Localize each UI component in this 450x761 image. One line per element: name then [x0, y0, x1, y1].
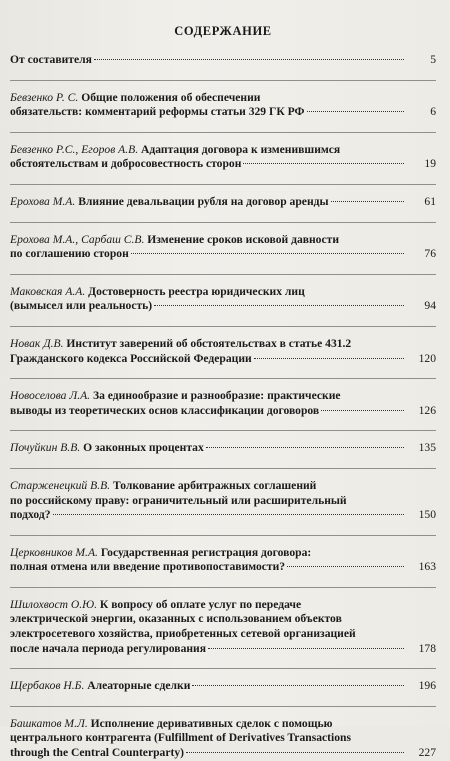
entry-line: [10, 627, 406, 642]
entry-title-line: Гражданского кодекса Российской Федерации: [10, 351, 252, 365]
entry-last-line: [10, 195, 406, 210]
entry-last-line: [10, 105, 406, 120]
dot-leader: [53, 514, 405, 515]
entry-title-line: За единообразие и разнообразие: практические: [90, 389, 341, 403]
entry-separator: [10, 378, 436, 379]
entry-title-line: центрального контрагента (Fulfillment of Derivatives Transactions: [10, 731, 351, 745]
entry-line: [10, 494, 406, 509]
entry-title-line: Влияние девальвации рубля на договор аренды: [75, 194, 329, 208]
dot-leader: [131, 253, 404, 254]
page-number: 19: [424, 157, 436, 171]
dot-leader: [287, 566, 404, 567]
dot-leader: [321, 410, 404, 411]
page-number: 126: [418, 403, 436, 417]
entry-line: [10, 143, 406, 158]
entry-title-line: О законных процентах: [80, 441, 204, 455]
entry-author: Новак Д.В.: [10, 336, 64, 350]
entry-line: [10, 546, 406, 561]
entry-author: Почуйкин В.В.: [10, 441, 81, 455]
entry-separator: [10, 326, 436, 327]
entry-title-line: Адаптация договора к изменившимся: [138, 142, 341, 156]
entry-title-line: по соглашению сторон: [10, 247, 129, 261]
page-number: 76: [424, 247, 436, 261]
page-number: 150: [418, 508, 436, 522]
toc-entry[interactable]: [10, 717, 436, 761]
entry-last-line: [10, 247, 406, 262]
entry-author: Бевзенко Р.С., Егоров А.В.: [10, 142, 139, 156]
entry-title-line: подход?: [10, 508, 51, 522]
toc-entry[interactable]: [10, 337, 436, 366]
entry-last-line: [10, 157, 406, 172]
entry-last-line: [10, 53, 406, 68]
entry-separator: [10, 668, 436, 669]
entry-separator: [10, 706, 436, 707]
entry-separator: [10, 587, 436, 588]
entry-title-line: Алеаторные сделки: [84, 679, 191, 693]
entry-line: [10, 717, 406, 732]
page-number: 178: [418, 641, 436, 655]
entry-last-line: [10, 404, 406, 419]
entry-author: Церковников М.А.: [10, 545, 98, 559]
entry-title-line: (вымысел или реальность): [10, 299, 153, 313]
entry-line: [10, 731, 406, 746]
entry-last-line: [10, 642, 406, 657]
entry-line: [10, 91, 406, 106]
page-number: 163: [418, 560, 436, 574]
toc-entry[interactable]: [10, 679, 436, 694]
entry-last-line: [10, 746, 406, 761]
entry-separator: [10, 132, 436, 133]
entry-last-line: [10, 352, 406, 367]
page-number: 5: [430, 53, 436, 66]
toc-entry[interactable]: [10, 441, 436, 456]
dot-leader: [307, 111, 404, 112]
entry-title-line: Достоверность реестра юридических лиц: [85, 284, 305, 298]
toc-entry[interactable]: [10, 285, 436, 314]
entry-author: Шилохвост О.Ю.: [10, 597, 98, 611]
entry-line: [10, 285, 406, 300]
entry-title-line: Государственная регистрация договора:: [97, 545, 312, 559]
entry-last-line: [10, 560, 406, 575]
entry-title-line: Исполнение деривативных сделок с помощью: [87, 716, 333, 730]
entry-author: Башкатов М.Л.: [10, 716, 88, 730]
toc-entry[interactable]: [10, 479, 436, 523]
entry-line: [10, 337, 406, 352]
entry-title-line: электросетевого хозяйства, приобретенных сетевой организацией: [10, 627, 356, 641]
page-title: СОДЕРЖАНИЕ: [174, 24, 272, 38]
dot-leader: [154, 305, 404, 306]
dot-leader: [192, 685, 404, 686]
page-number: 6: [430, 105, 436, 119]
page-number: 227: [418, 746, 436, 760]
dot-leader: [94, 59, 404, 60]
entry-author: Бевзенко Р. С.: [10, 90, 79, 104]
entry-line: [10, 612, 406, 627]
dot-leader: [208, 648, 404, 649]
page-number: 196: [418, 679, 436, 693]
entry-separator: [10, 274, 436, 275]
entry-last-line: [10, 679, 406, 694]
entry-separator: [10, 535, 436, 536]
entry-title-line: Толкование арбитражных соглашений: [110, 478, 317, 492]
entry-last-line: [10, 508, 406, 523]
entry-title-line: после начала периода регулирования: [10, 641, 206, 655]
entry-title-line: обязательств: комментарий реформы статьи 329 ГК РФ: [10, 105, 305, 119]
toc-entry[interactable]: [10, 91, 436, 120]
entry-title-line: электрической энергии, оказанных с использованием объектов: [10, 612, 342, 626]
entry-last-line: [10, 441, 406, 456]
entry-line: [10, 389, 406, 404]
entry-line: [10, 479, 406, 494]
entry-author: Новоселова Л.А.: [10, 389, 91, 403]
toc-entry[interactable]: [10, 143, 436, 172]
dot-leader: [186, 752, 404, 753]
entry-author: Старженецкий В.В.: [10, 478, 111, 492]
dot-leader: [331, 201, 404, 202]
page-number: 61: [424, 194, 436, 208]
toc-entry[interactable]: [10, 546, 436, 575]
entry-line: [10, 598, 406, 613]
entry-separator: [10, 468, 436, 469]
entry-line: [10, 233, 406, 248]
toc-entry[interactable]: [10, 195, 436, 210]
entry-author: Щербаков Н.Б.: [10, 679, 85, 693]
entry-author: Маковская А.А.: [10, 284, 86, 298]
entry-separator: [10, 184, 436, 185]
entry-title-line: through the Central Counterparty): [10, 746, 185, 760]
entry-author: Ерохова М.А.: [10, 194, 76, 208]
entry-title-line: полная отмена или введение противопоставимости?: [10, 560, 286, 574]
page-number: 135: [418, 441, 436, 455]
entry-separator: [10, 222, 436, 223]
entry-title-line: по российскому праву: ограничительный или расширительный: [10, 493, 347, 507]
entry-separator: [10, 430, 436, 431]
toc-entry[interactable]: [10, 598, 436, 656]
dot-leader: [254, 358, 404, 359]
toc-entry[interactable]: [10, 53, 436, 68]
dot-leader: [206, 447, 404, 448]
page-number: 94: [424, 299, 436, 313]
toc-entry[interactable]: [10, 233, 436, 262]
entry-title-line: К вопросу об оплате услуг по передаче: [97, 597, 302, 611]
entry-title-line: От составителя: [10, 53, 92, 66]
entry-separator: [10, 80, 436, 81]
entry-title-line: обстоятельствам и добросовестность сторон: [10, 157, 242, 171]
entry-title-line: Общие положения об обеспечении: [78, 90, 261, 104]
toc-list: [10, 53, 436, 761]
entry-title-line: Институт заверений об обстоятельствах в статье 431.2: [63, 336, 352, 350]
toc-entry[interactable]: [10, 389, 436, 418]
dot-leader: [243, 163, 404, 164]
entry-title-line: Изменение сроков исковой давности: [144, 232, 339, 246]
page-number: 120: [418, 351, 436, 365]
entry-author: Ерохова М.А., Сарбаш С.В.: [10, 232, 145, 246]
entry-title-line: выводы из теоретических основ классификации договоров: [10, 403, 320, 417]
entry-last-line: [10, 299, 406, 314]
